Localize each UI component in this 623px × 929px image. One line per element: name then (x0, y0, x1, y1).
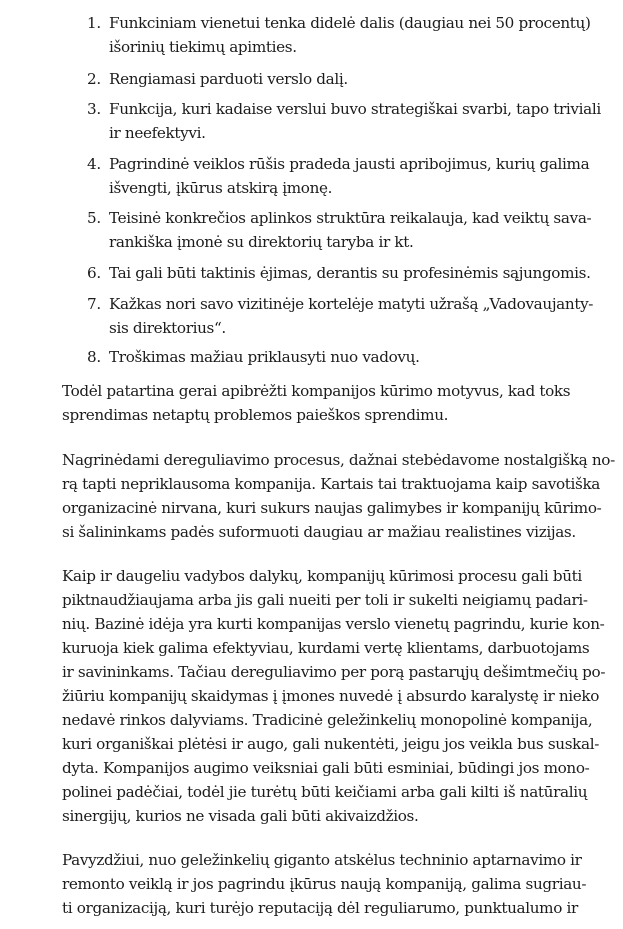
paragraph-4-line-2: remonto veiklą ir jos pagrindu įkūrus naują kompaniją, galima sugriau- (62, 875, 587, 893)
paragraph-3-line-9: dyta. Kompanijos augimo veiksniai gali būti esminiai, būdingi jos mono- (62, 759, 590, 777)
paragraph-3-line-6: žiūriu kompanijų skaidymas į įmones nuvedė į absurdo karalystę ir nieko (62, 687, 600, 705)
list-item-2-line-1: Rengiamasi parduoti verslo dalį. (109, 70, 348, 88)
list-item-8-number: 8. (87, 348, 101, 366)
list-item-3-number: 3. (87, 100, 101, 118)
paragraph-4-line-3: ti organizaciją, kuri turėjo reputaciją dėl reguliarumo, punktualumo ir (62, 899, 578, 917)
list-item-8-line-1: Troškimas mažiau priklausyti nuo vadovų. (109, 348, 420, 366)
list-item-7-line-1: Kažkas nori savo vizitinėje kortelėje matyti užrašą „Vadovaujanty- (109, 295, 594, 313)
paragraph-3-line-10: polinei padėčiai, todėl jie turėtų būti keičiami arba gali kilti iš natūralių (62, 783, 588, 801)
paragraph-3-line-3: nių. Bazinė idėja yra kurti kompanijas verslo vienetų pagrindu, kurie kon- (62, 615, 605, 633)
list-item-2-number: 2. (87, 70, 101, 88)
list-item-7-number: 7. (87, 295, 101, 313)
paragraph-3-line-11: sinergijų, kurios ne visada gali būti akivaizdžios. (62, 807, 419, 825)
paragraph-3-line-4: kuruoja kiek galima efektyviau, kurdami vertę klientams, darbuotojams (62, 639, 590, 657)
list-item-6-line-1: Tai gali būti taktinis ėjimas, derantis su profesinėmis sąjungomis. (109, 264, 591, 282)
list-item-1-number: 1. (87, 14, 101, 32)
list-item-1-line-1: Funkciniam vienetui tenka didelė dalis (daugiau nei 50 procentų) (109, 14, 591, 32)
list-item-5-number: 5. (87, 209, 101, 227)
list-item-3-line-1: Funkcija, kuri kadaise verslui buvo strategiškai svarbi, tapo triviali (109, 100, 601, 118)
paragraph-3-line-2: piktnaudžiaujama arba jis gali nueiti per toli ir sukelti neigiamų padari- (62, 591, 588, 609)
list-item-5-line-1: Teisinė konkrečios aplinkos struktūra reikalauja, kad veiktų sava- (109, 209, 592, 227)
paragraph-1-line-1: Todėl patartina gerai apibrėžti kompanijos kūrimo motyvus, kad toks (62, 382, 571, 400)
paragraph-2-line-1: Nagrinėdami dereguliavimo procesus, dažnai stebėdavome nostalgišką no- (62, 451, 615, 469)
list-item-5-line-2: rankiška įmonė su direktorių taryba ir kt. (109, 233, 414, 251)
paragraph-3-line-7: nedavė rinkos dalyviams. Tradicinė geležinkelių monopolinė kompanija, (62, 711, 593, 729)
list-item-4-line-1: Pagrindinė veiklos rūšis pradeda jausti apribojimus, kurių galima (109, 155, 590, 173)
list-item-4-line-2: išvengti, įkūrus atskirą įmonę. (109, 179, 333, 197)
paragraph-4-line-1: Pavyzdžiui, nuo geležinkelių giganto atskėlus techninio aptarnavimo ir (62, 851, 582, 869)
list-item-7-line-2: sis direktorius“. (109, 319, 226, 337)
list-item-4-number: 4. (87, 155, 101, 173)
paragraph-2-line-2: rą tapti nepriklausoma kompanija. Kartais tai traktuojama kaip savotiška (62, 475, 601, 493)
paragraph-2-line-4: si šalininkams padės suformuoti daugiau ar mažiau realistines vizijas. (62, 523, 576, 541)
paragraph-1-line-2: sprendimas netaptų problemos paieškos sprendimu. (62, 406, 449, 424)
paragraph-3-line-5: ir savininkams. Tačiau dereguliavimo per porą pastarųjų dešimtmečių po- (62, 663, 606, 681)
list-item-1-line-2: išorinių tiekimų apimties. (109, 38, 297, 56)
paragraph-3-line-1: Kaip ir daugeliu vadybos dalykų, kompanijų kūrimosi procesu gali būti (62, 567, 582, 585)
list-item-3-line-2: ir neefektyvi. (109, 124, 206, 142)
paragraph-2-line-3: organizacinė nirvana, kuri sukurs naujas galimybes ir kompanijų kūrimo- (62, 499, 602, 517)
paragraph-3-line-8: kuri organiškai plėtėsi ir augo, gali nukentėti, jeigu jos veikla bus suskal- (62, 735, 600, 753)
list-item-6-number: 6. (87, 264, 101, 282)
